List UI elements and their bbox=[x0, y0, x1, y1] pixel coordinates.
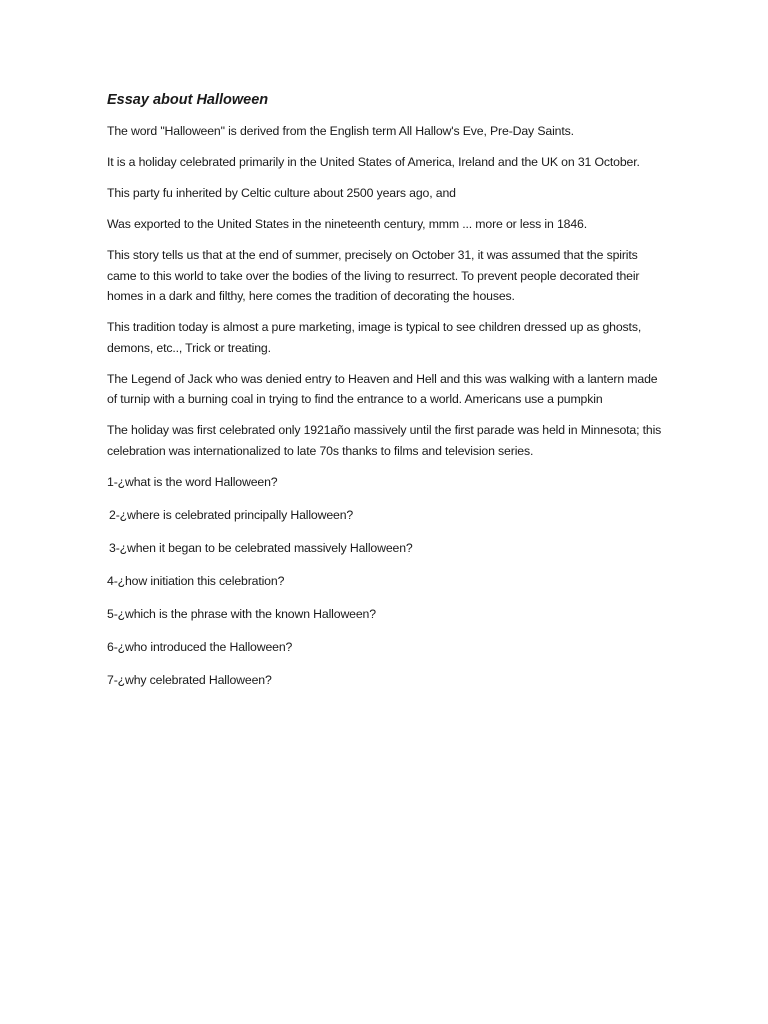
question-item: 3-¿when it began to be celebrated massively Halloween? bbox=[109, 540, 413, 555]
paragraph-where-celebrated: It is a holiday celebrated primarily in the United States of America, Ireland and the UK on 31 October. bbox=[107, 155, 640, 169]
paragraph-tradition: This tradition today is almost a pure marketing, image is typical to see children dressed up as ghosts, demons, etc.., Trick or treating. bbox=[107, 320, 642, 355]
paragraph-origin: The word "Halloween" is derived from the English term All Hallow's Eve, Pre-Day Saints. bbox=[107, 124, 574, 138]
question-list bbox=[107, 472, 663, 691]
document-body bbox=[107, 90, 663, 703]
paragraph-celtic-origin: This party fu inherited by Celtic culture about 2500 years ago, and bbox=[107, 186, 456, 200]
paragraph-story: This story tells us that at the end of summer, precisely on October 31, it was assumed that the spirits came to this world to take over the bodies of the living to resurrect. To prevent people decorated their homes in a dark and filthy, here comes the tradition of decorating the houses. bbox=[107, 248, 640, 303]
question-item: 2-¿where is celebrated principally Halloween? bbox=[109, 507, 354, 522]
question-item: 6-¿who introduced the Halloween? bbox=[107, 639, 293, 654]
question-item: 5-¿which is the phrase with the known Halloween? bbox=[107, 606, 376, 621]
paragraph-legend-of-jack: The Legend of Jack who was denied entry to Heaven and Hell and this was walking with a lantern made of turnip with a burning coal in trying to find the entrance to a world. Americans use a pumpkin bbox=[107, 371, 658, 406]
essay-title: Essay about Halloween bbox=[107, 92, 269, 108]
question-item: 1-¿what is the word Halloween? bbox=[107, 474, 278, 489]
question-item: 7-¿why celebrated Halloween? bbox=[107, 672, 272, 687]
question-item: 4-¿how initiation this celebration? bbox=[107, 573, 285, 588]
paragraph-first-celebration: The holiday was first celebrated only 1921año massively until the first parade was held in Minnesota; this celebration was internationalized to late 70s thanks to films and television series. bbox=[107, 423, 662, 458]
paragraph-export: Was exported to the United States in the nineteenth century, mmm ... more or less in 1846. bbox=[107, 217, 587, 231]
